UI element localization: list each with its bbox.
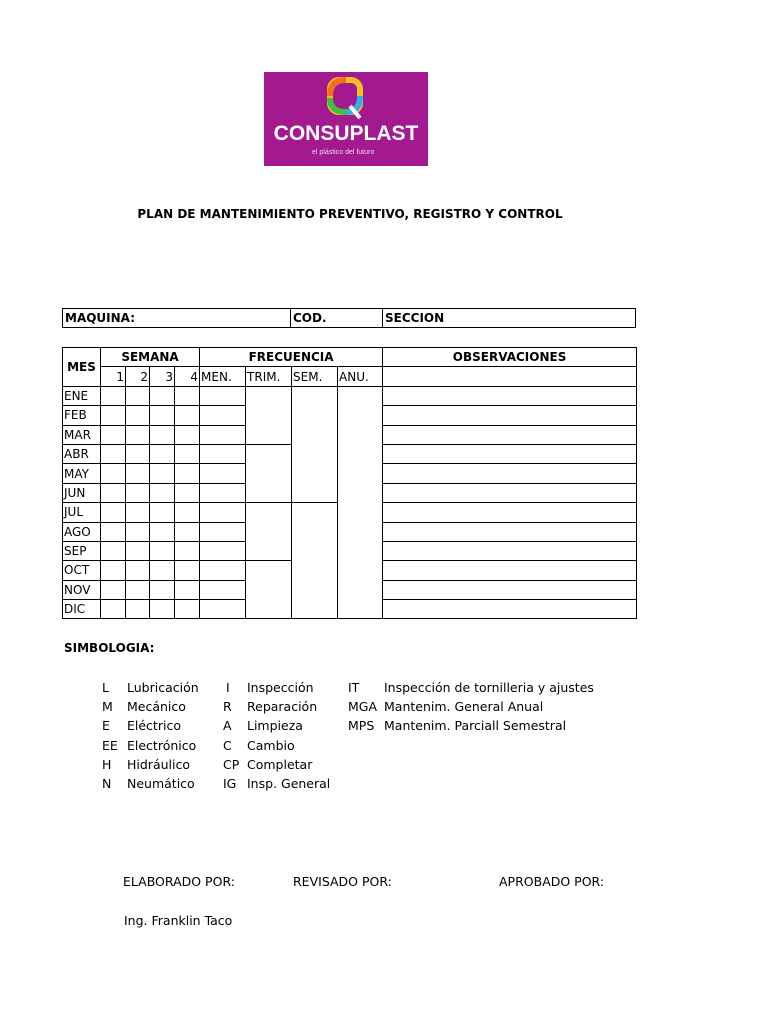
week-cell[interactable] — [101, 600, 126, 619]
men-cell[interactable] — [200, 444, 246, 463]
week-cell[interactable] — [150, 386, 175, 405]
legend-code: M — [102, 699, 113, 714]
legend-code: IT — [348, 680, 360, 695]
men-cell[interactable] — [200, 541, 246, 560]
week-cell[interactable] — [101, 464, 126, 483]
obs-cell[interactable] — [383, 541, 637, 560]
week-cell[interactable] — [175, 503, 200, 522]
mes-header: MES — [63, 348, 101, 387]
week-cell[interactable] — [126, 406, 150, 425]
week-cell[interactable] — [126, 444, 150, 463]
week-cell[interactable] — [101, 541, 126, 560]
elaborado-por-label: ELABORADO POR: — [123, 874, 235, 889]
legend-code: R — [223, 699, 232, 714]
legend-label: Inspección — [247, 680, 314, 695]
week-cell[interactable] — [150, 425, 175, 444]
men-cell[interactable] — [200, 600, 246, 619]
logo-tagline: el plástico del futuro — [312, 149, 375, 156]
week-cell[interactable] — [101, 503, 126, 522]
week-cell[interactable] — [150, 464, 175, 483]
revisado-por-label: REVISADO POR: — [293, 874, 392, 889]
legend-code: EE — [102, 738, 118, 753]
week-cell[interactable] — [175, 561, 200, 580]
month-label: NOV — [63, 580, 101, 599]
legend-code: A — [223, 718, 232, 733]
obs-cell[interactable] — [383, 580, 637, 599]
legend-label: Electrónico — [127, 738, 197, 753]
cod-field[interactable]: COD. — [291, 309, 383, 328]
company-logo — [264, 72, 428, 166]
men-cell[interactable] — [200, 580, 246, 599]
week-cell[interactable] — [126, 386, 150, 405]
legend-label: Cambio — [247, 738, 295, 753]
obs-cell[interactable] — [383, 464, 637, 483]
logo-mark-icon — [324, 76, 368, 122]
men-cell[interactable] — [200, 406, 246, 425]
men-cell[interactable] — [200, 425, 246, 444]
week-cell[interactable] — [150, 580, 175, 599]
obs-cell[interactable] — [383, 600, 637, 619]
week-cell[interactable] — [175, 580, 200, 599]
legend-label: Neumático — [127, 776, 195, 791]
week-cell[interactable] — [175, 464, 200, 483]
legend-label: Reparación — [247, 699, 318, 714]
legend-code: MPS — [348, 718, 375, 733]
table-row — [63, 386, 637, 405]
month-label: OCT — [63, 561, 101, 580]
month-label: FEB — [63, 406, 101, 425]
legend-label: Inspección de tornilleria y ajustes — [384, 680, 594, 695]
week-cell[interactable] — [126, 600, 150, 619]
month-label: MAY — [63, 464, 101, 483]
week-cell[interactable] — [150, 522, 175, 541]
legend-code: L — [102, 680, 109, 695]
week-cell[interactable] — [150, 600, 175, 619]
legend-code: CP — [223, 757, 240, 772]
obs-cell[interactable] — [383, 444, 637, 463]
men-cell[interactable] — [200, 522, 246, 541]
trim-cell[interactable] — [246, 386, 292, 444]
anu-header: ANU. — [338, 367, 383, 386]
men-cell[interactable] — [200, 386, 246, 405]
week-cell[interactable] — [175, 600, 200, 619]
men-header: MEN. — [200, 367, 246, 386]
week-cell[interactable] — [126, 522, 150, 541]
obs-cell[interactable] — [383, 386, 637, 405]
week-cell[interactable] — [150, 503, 175, 522]
legend-code: E — [102, 718, 110, 733]
legend-code: N — [102, 776, 112, 791]
observaciones-subheader — [383, 367, 637, 386]
month-label: ENE — [63, 386, 101, 405]
week-3-header: 3 — [150, 367, 175, 386]
legend-label: Mantenim. Parciall Semestral — [384, 718, 567, 733]
month-label: JUL — [63, 503, 101, 522]
week-cell[interactable] — [101, 406, 126, 425]
week-cell[interactable] — [175, 541, 200, 560]
week-cell[interactable] — [150, 541, 175, 560]
legend-code: MGA — [348, 699, 378, 714]
sem-cell[interactable] — [292, 386, 338, 502]
maquina-field[interactable]: MAQUINA: — [63, 309, 291, 328]
logo-brand-name: CONSUPLAST — [273, 122, 419, 145]
obs-cell[interactable] — [383, 522, 637, 541]
men-cell[interactable] — [200, 483, 246, 502]
obs-cell[interactable] — [383, 425, 637, 444]
maintenance-grid — [62, 347, 637, 619]
week-cell[interactable] — [126, 425, 150, 444]
week-cell[interactable] — [101, 483, 126, 502]
week-cell[interactable] — [150, 561, 175, 580]
week-cell[interactable] — [175, 444, 200, 463]
obs-cell[interactable] — [383, 503, 637, 522]
month-label: JUN — [63, 483, 101, 502]
seccion-field[interactable]: SECCION — [383, 309, 636, 328]
week-cell[interactable] — [126, 580, 150, 599]
week-cell[interactable] — [126, 503, 150, 522]
trim-cell[interactable] — [246, 503, 292, 561]
week-cell[interactable] — [101, 522, 126, 541]
semana-header: SEMANA — [101, 348, 200, 367]
trim-cell[interactable] — [246, 444, 292, 502]
month-label: DIC — [63, 600, 101, 619]
week-cell[interactable] — [175, 483, 200, 502]
week-cell[interactable] — [150, 406, 175, 425]
legend-label: Mantenim. General Anual — [384, 699, 544, 714]
simbologia-title: SIMBOLOGIA: — [64, 641, 155, 655]
men-cell[interactable] — [200, 561, 246, 580]
week-cell[interactable] — [175, 386, 200, 405]
legend-code: C — [223, 738, 232, 753]
week-cell[interactable] — [126, 541, 150, 560]
men-cell[interactable] — [200, 503, 246, 522]
week-cell[interactable] — [101, 425, 126, 444]
obs-cell[interactable] — [383, 483, 637, 502]
week-cell[interactable] — [150, 444, 175, 463]
observaciones-header: OBSERVACIONES — [383, 348, 637, 367]
page-title: PLAN DE MANTENIMIENTO PREVENTIVO, REGISTRO Y CONTROL — [137, 207, 563, 221]
legend-label: Mecánico — [127, 699, 186, 714]
week-cell[interactable] — [126, 464, 150, 483]
week-cell[interactable] — [150, 483, 175, 502]
trim-cell[interactable] — [246, 561, 292, 619]
aprobado-por-label: APROBADO POR: — [499, 874, 605, 889]
month-label: ABR — [63, 444, 101, 463]
legend-label: Eléctrico — [127, 718, 181, 733]
week-cell[interactable] — [175, 406, 200, 425]
legend-code: H — [102, 757, 112, 772]
week-1-header: 1 — [101, 367, 126, 386]
legend-label: Limpieza — [247, 718, 303, 733]
sem-cell[interactable] — [292, 503, 338, 619]
week-cell[interactable] — [101, 386, 126, 405]
week-cell[interactable] — [101, 561, 126, 580]
obs-cell[interactable] — [383, 406, 637, 425]
week-cell[interactable] — [175, 425, 200, 444]
machine-header-table — [62, 308, 636, 328]
week-cell[interactable] — [175, 522, 200, 541]
legend-label: Insp. General — [247, 776, 331, 791]
month-label: MAR — [63, 425, 101, 444]
obs-cell[interactable] — [383, 561, 637, 580]
trim-header: TRIM. — [246, 367, 292, 386]
month-label: SEP — [63, 541, 101, 560]
sem-header: SEM. — [292, 367, 338, 386]
legend-code: I — [226, 680, 230, 695]
legend-label: Completar — [247, 757, 313, 772]
legend-code: IG — [223, 776, 237, 791]
men-cell[interactable] — [200, 464, 246, 483]
week-cell[interactable] — [101, 444, 126, 463]
week-cell[interactable] — [126, 561, 150, 580]
week-cell[interactable] — [126, 483, 150, 502]
week-2-header: 2 — [126, 367, 150, 386]
legend-label: Lubricación — [127, 680, 199, 695]
elaborado-por-name: Ing. Franklin Taco — [124, 913, 233, 928]
month-label: AGO — [63, 522, 101, 541]
week-4-header: 4 — [175, 367, 200, 386]
anu-cell[interactable] — [338, 386, 383, 619]
frecuencia-header: FRECUENCIA — [200, 348, 383, 367]
legend-label: Hidráulico — [127, 757, 190, 772]
week-cell[interactable] — [101, 580, 126, 599]
